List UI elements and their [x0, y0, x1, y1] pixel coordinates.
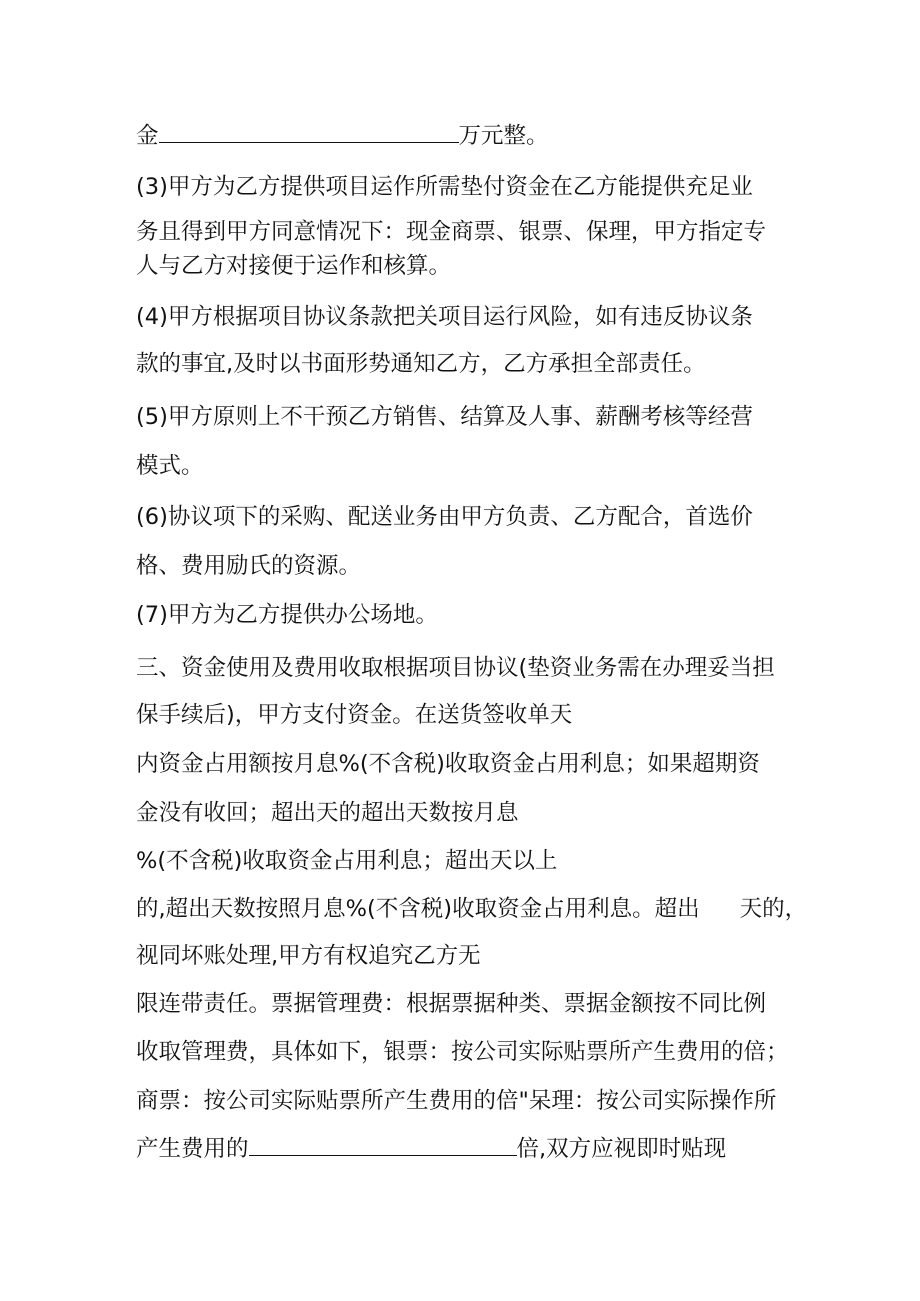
text-line: (7)甲方为乙方提供办公场地。 [136, 602, 438, 628]
text-line: 商票：按公司实际贴票所产生费用的倍"呆理：按公司实际操作所 [136, 1088, 777, 1114]
text-line: 模式。 [136, 453, 204, 479]
text-line: (6)协议项下的采购、配送业务由甲方负责、乙方配合，首选价 [136, 504, 753, 530]
text-line: 金没有收回；超出天的超出天数按月息 [136, 800, 519, 826]
text-line: 人与乙方对接便于运作和核算。 [136, 253, 452, 279]
text-line: 款的事宜,及时以书面形势通知乙方，乙方承担全部责任。 [136, 351, 706, 377]
text-segment: 金 [136, 123, 159, 149]
text-line: 格、费用励氏的资源。 [136, 553, 362, 579]
text-line [136, 894, 807, 924]
text-line: (4)甲方根据项目协议条款把关项目运行风险，如有违反协议条 [136, 304, 753, 330]
text-line: (3)甲方为乙方提供项目运作所需垫付资金在乙方能提供充足业 [136, 174, 753, 200]
fill-in-blank [159, 122, 459, 143]
text-line: 限连带责任。票据管理费：根据票据种类、票据金额按不同比例 [136, 991, 767, 1017]
text-line [136, 1134, 726, 1164]
text-segment: 倍,双方应视即时贴现 [516, 1136, 727, 1162]
text-line: 内资金占用额按月息%(不含税)收取资金占用利息；如果超期资 [136, 751, 760, 777]
text-line: 三、资金使用及费用收取根据项目协议(垫资业务需在办理妥当担 [136, 655, 775, 681]
fill-in-blank [249, 1135, 517, 1156]
text-segment: 万元整。 [458, 123, 549, 149]
text-line: %(不含税)收取资金占用利息；超出天以上 [136, 848, 558, 874]
text-line: 务且得到甲方同意情况下：现金商票、银票、保理，甲方指定专 [136, 219, 767, 245]
text-line: (5)甲方原则上不干预乙方销售、结算及人事、薪酬考核等经营 [136, 404, 753, 430]
text-segment: 天的， [739, 896, 808, 922]
text-line: 收取管理费，具体如下，银票：按公司实际贴票所产生费用的倍； [136, 1039, 789, 1065]
text-line: 视同坏账处理,甲方有权追究乙方无 [136, 943, 481, 969]
text-line [136, 121, 549, 151]
text-segment: 的,超出天数按照月息%(不含税)收取资金占用利息。超出 [136, 896, 700, 922]
text-line: 保手续后)，甲方支付资金。在送货签收单天 [136, 702, 573, 728]
text-segment: 产生费用的 [136, 1136, 249, 1162]
